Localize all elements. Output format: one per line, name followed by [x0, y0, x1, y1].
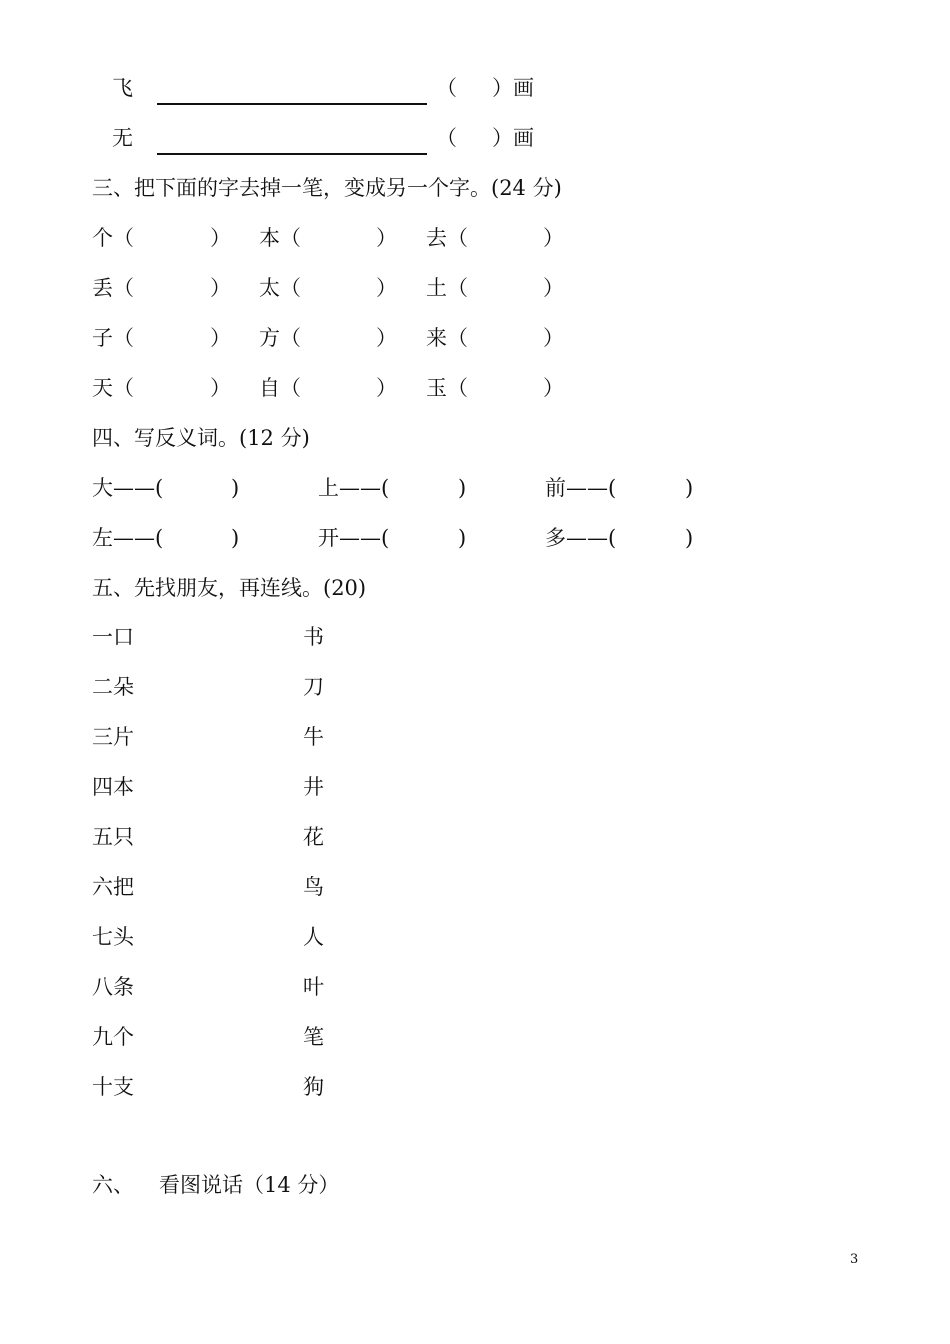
- stroke-suffix: ）画: [492, 76, 534, 100]
- char-blank-close: ）: [210, 276, 231, 300]
- page-number: 3: [850, 1252, 859, 1267]
- char-blank-open: 自（: [259, 376, 301, 400]
- open-paren: （: [436, 126, 457, 150]
- match-left-item[interactable]: 九个: [92, 1025, 134, 1049]
- char-blank-open: 子（: [92, 326, 134, 350]
- char-blank-close: ）: [210, 326, 231, 350]
- antonym-close: ): [685, 476, 694, 500]
- antonym-close: ): [458, 526, 467, 550]
- section4-title: 四、写反义词。(12 分): [92, 426, 310, 450]
- antonym-prompt: 多——(: [545, 526, 617, 550]
- match-left-item[interactable]: 六把: [92, 875, 134, 899]
- match-right-item[interactable]: 狗: [303, 1075, 324, 1099]
- stroke-suffix: ）画: [492, 126, 534, 150]
- char-blank-close: ）: [210, 226, 231, 250]
- match-right-item[interactable]: 人: [303, 925, 324, 949]
- char-blank-open: 来（: [426, 326, 468, 350]
- char-blank-close: ）: [543, 376, 564, 400]
- answer-underline[interactable]: [157, 153, 427, 155]
- match-right-item[interactable]: 刀: [303, 675, 324, 699]
- char-blank-close: ）: [543, 326, 564, 350]
- stroke-char: 无: [112, 126, 133, 150]
- char-blank-open: 天（: [92, 376, 134, 400]
- answer-underline[interactable]: [157, 103, 427, 105]
- char-blank-close: ）: [543, 276, 564, 300]
- char-blank-open: 本（: [259, 226, 301, 250]
- match-right-item[interactable]: 笔: [303, 1025, 324, 1049]
- antonym-prompt: 上——(: [318, 476, 390, 500]
- section5-title: 五、先找朋友，再连线。(20): [92, 576, 367, 600]
- antonym-close: ): [685, 526, 694, 550]
- match-left-item[interactable]: 十支: [92, 1075, 134, 1099]
- antonym-prompt: 大——(: [92, 476, 164, 500]
- antonym-prompt: 左——(: [92, 526, 164, 550]
- match-right-item[interactable]: 书: [303, 625, 324, 649]
- char-blank-close: ）: [210, 376, 231, 400]
- antonym-prompt: 开——(: [318, 526, 390, 550]
- section3-title: 三、把下面的字去掉一笔，变成另一个字。(24 分): [92, 176, 562, 200]
- antonym-close: ): [231, 526, 240, 550]
- char-blank-open: 丢（: [92, 276, 134, 300]
- match-left-item[interactable]: 五只: [92, 825, 134, 849]
- char-blank-open: 土（: [426, 276, 468, 300]
- antonym-close: ): [231, 476, 240, 500]
- antonym-close: ): [458, 476, 467, 500]
- match-right-item[interactable]: 牛: [303, 725, 324, 749]
- antonym-prompt: 前——(: [545, 476, 617, 500]
- char-blank-open: 方（: [259, 326, 301, 350]
- char-blank-open: 个（: [92, 226, 134, 250]
- char-blank-close: ）: [376, 376, 397, 400]
- section6-title: 看图说话（14 分）: [159, 1173, 340, 1197]
- char-blank-open: 太（: [259, 276, 301, 300]
- open-paren: （: [436, 76, 457, 100]
- char-blank-close: ）: [376, 276, 397, 300]
- match-left-item[interactable]: 八条: [92, 975, 134, 999]
- match-left-item[interactable]: 七头: [92, 925, 134, 949]
- char-blank-close: ）: [543, 226, 564, 250]
- section6-number: 六、: [92, 1173, 134, 1197]
- stroke-char: 飞: [112, 76, 133, 100]
- match-left-item[interactable]: 一口: [92, 625, 134, 649]
- match-right-item[interactable]: 叶: [303, 975, 324, 999]
- match-left-item[interactable]: 二朵: [92, 675, 134, 699]
- match-right-item[interactable]: 鸟: [303, 875, 324, 899]
- char-blank-open: 玉（: [426, 376, 468, 400]
- match-left-item[interactable]: 三片: [92, 725, 134, 749]
- char-blank-close: ）: [376, 326, 397, 350]
- match-right-item[interactable]: 花: [303, 825, 324, 849]
- char-blank-open: 去（: [426, 226, 468, 250]
- match-right-item[interactable]: 井: [303, 775, 324, 799]
- match-left-item[interactable]: 四本: [92, 775, 134, 799]
- char-blank-close: ）: [376, 226, 397, 250]
